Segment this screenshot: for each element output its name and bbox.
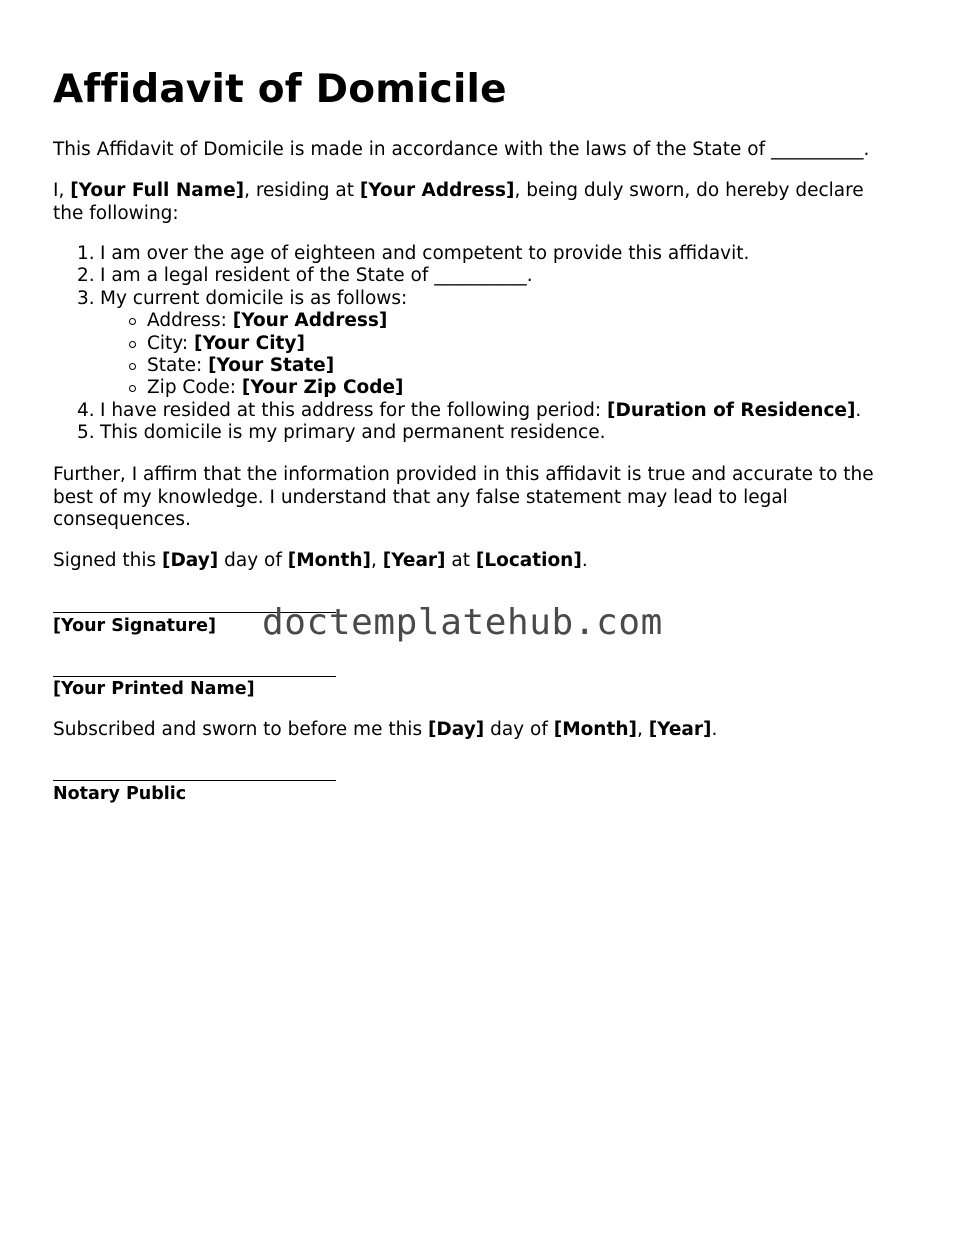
sub-item-label: Zip Code: bbox=[147, 377, 242, 399]
affirmation-line: consequences. bbox=[53, 509, 191, 530]
month-placeholder: [Month] bbox=[287, 550, 371, 571]
printed-name-line bbox=[53, 676, 336, 677]
year-placeholder: [Year] bbox=[382, 550, 446, 571]
sub-list-item-zip bbox=[53, 377, 861, 399]
affirmation-line: Further, I affirm that the information provided in this affidavit is true and accurate to the bbox=[53, 464, 874, 485]
circle-bullet-icon bbox=[129, 385, 136, 392]
list-item-text: This domicile is my primary and permanent residence. bbox=[100, 422, 606, 444]
state-placeholder: [Your State] bbox=[208, 355, 335, 377]
list-item-text: I have resided at this address for the following period: bbox=[100, 399, 608, 421]
subscribed-comma: , bbox=[636, 719, 649, 740]
list-item bbox=[53, 400, 861, 422]
signed-prefix: Signed this bbox=[53, 550, 162, 571]
zip-placeholder: [Your Zip Code] bbox=[241, 377, 404, 399]
affirmation-line: best of my knowledge. I understand that any false statement may lead to legal bbox=[53, 486, 788, 508]
notary-line bbox=[53, 780, 336, 781]
declaration-list bbox=[53, 243, 861, 445]
signed-end: . bbox=[581, 550, 588, 571]
circle-bullet-icon bbox=[129, 318, 136, 325]
signed-dayof: day of bbox=[218, 550, 288, 571]
document-title: Affidavit of Domicile bbox=[53, 67, 507, 112]
circle-bullet-icon bbox=[129, 363, 136, 370]
list-number: 1. bbox=[77, 243, 95, 264]
duration-placeholder: [Duration of Residence] bbox=[607, 399, 856, 421]
sub-item-label: State: bbox=[147, 355, 209, 377]
subscribed-prefix: Subscribed and sworn to before me this bbox=[53, 719, 428, 740]
list-number: 5. bbox=[77, 422, 95, 444]
month-placeholder: [Month] bbox=[553, 719, 637, 740]
sub-item-label: City: bbox=[147, 332, 195, 354]
list-item bbox=[53, 265, 861, 287]
declaration-middle: , residing at bbox=[244, 180, 360, 201]
notary-label: Notary Public bbox=[53, 784, 187, 804]
address-placeholder: [Your Address] bbox=[359, 180, 515, 201]
sub-list-item-address bbox=[53, 310, 861, 332]
day-placeholder: [Day] bbox=[162, 550, 219, 571]
address-placeholder: [Your Address] bbox=[232, 310, 388, 332]
list-item-end: . bbox=[855, 399, 862, 421]
location-placeholder: [Location] bbox=[475, 550, 582, 571]
sub-list-item-state bbox=[53, 355, 861, 377]
watermark-text: doctemplatehub.com bbox=[262, 602, 663, 643]
list-item-text: I am over the age of eighteen and competent to provide this affidavit. bbox=[100, 243, 750, 264]
signed-paragraph bbox=[53, 550, 588, 573]
affirmation-paragraph bbox=[53, 464, 874, 532]
subscribed-dayof: day of bbox=[484, 719, 554, 740]
list-item bbox=[53, 422, 861, 444]
declaration-line-2: the following: bbox=[53, 202, 179, 224]
city-placeholder: [Your City] bbox=[194, 332, 305, 354]
list-number: 3. bbox=[77, 287, 95, 309]
full-name-placeholder: [Your Full Name] bbox=[70, 180, 245, 201]
signed-at: at bbox=[445, 550, 476, 571]
year-placeholder: [Year] bbox=[648, 719, 712, 740]
declaration-paragraph bbox=[53, 180, 864, 225]
sub-item-label: Address: bbox=[147, 310, 233, 332]
signature-label: [Your Signature] bbox=[53, 616, 216, 636]
day-placeholder: [Day] bbox=[427, 719, 485, 740]
list-item-text: I am a legal resident of the State of __________. bbox=[100, 265, 533, 287]
subscribed-end: . bbox=[711, 719, 718, 740]
intro-paragraph: This Affidavit of Domicile is made in accordance with the laws of the State of __________. bbox=[53, 139, 870, 160]
circle-bullet-icon bbox=[129, 341, 136, 348]
declaration-suffix: , being duly sworn, do hereby declare bbox=[514, 180, 864, 201]
printed-name-label: [Your Printed Name] bbox=[53, 679, 255, 699]
subscribed-paragraph bbox=[53, 719, 717, 742]
list-item bbox=[53, 288, 861, 310]
list-number: 2. bbox=[77, 265, 95, 287]
sub-list-item-city bbox=[53, 333, 861, 355]
declaration-line-1 bbox=[53, 180, 864, 203]
declaration-prefix: I, bbox=[53, 180, 71, 201]
list-number: 4. bbox=[77, 399, 95, 421]
list-item-text: My current domicile is as follows: bbox=[100, 287, 408, 309]
signed-comma: , bbox=[370, 550, 383, 571]
list-item bbox=[53, 243, 861, 265]
